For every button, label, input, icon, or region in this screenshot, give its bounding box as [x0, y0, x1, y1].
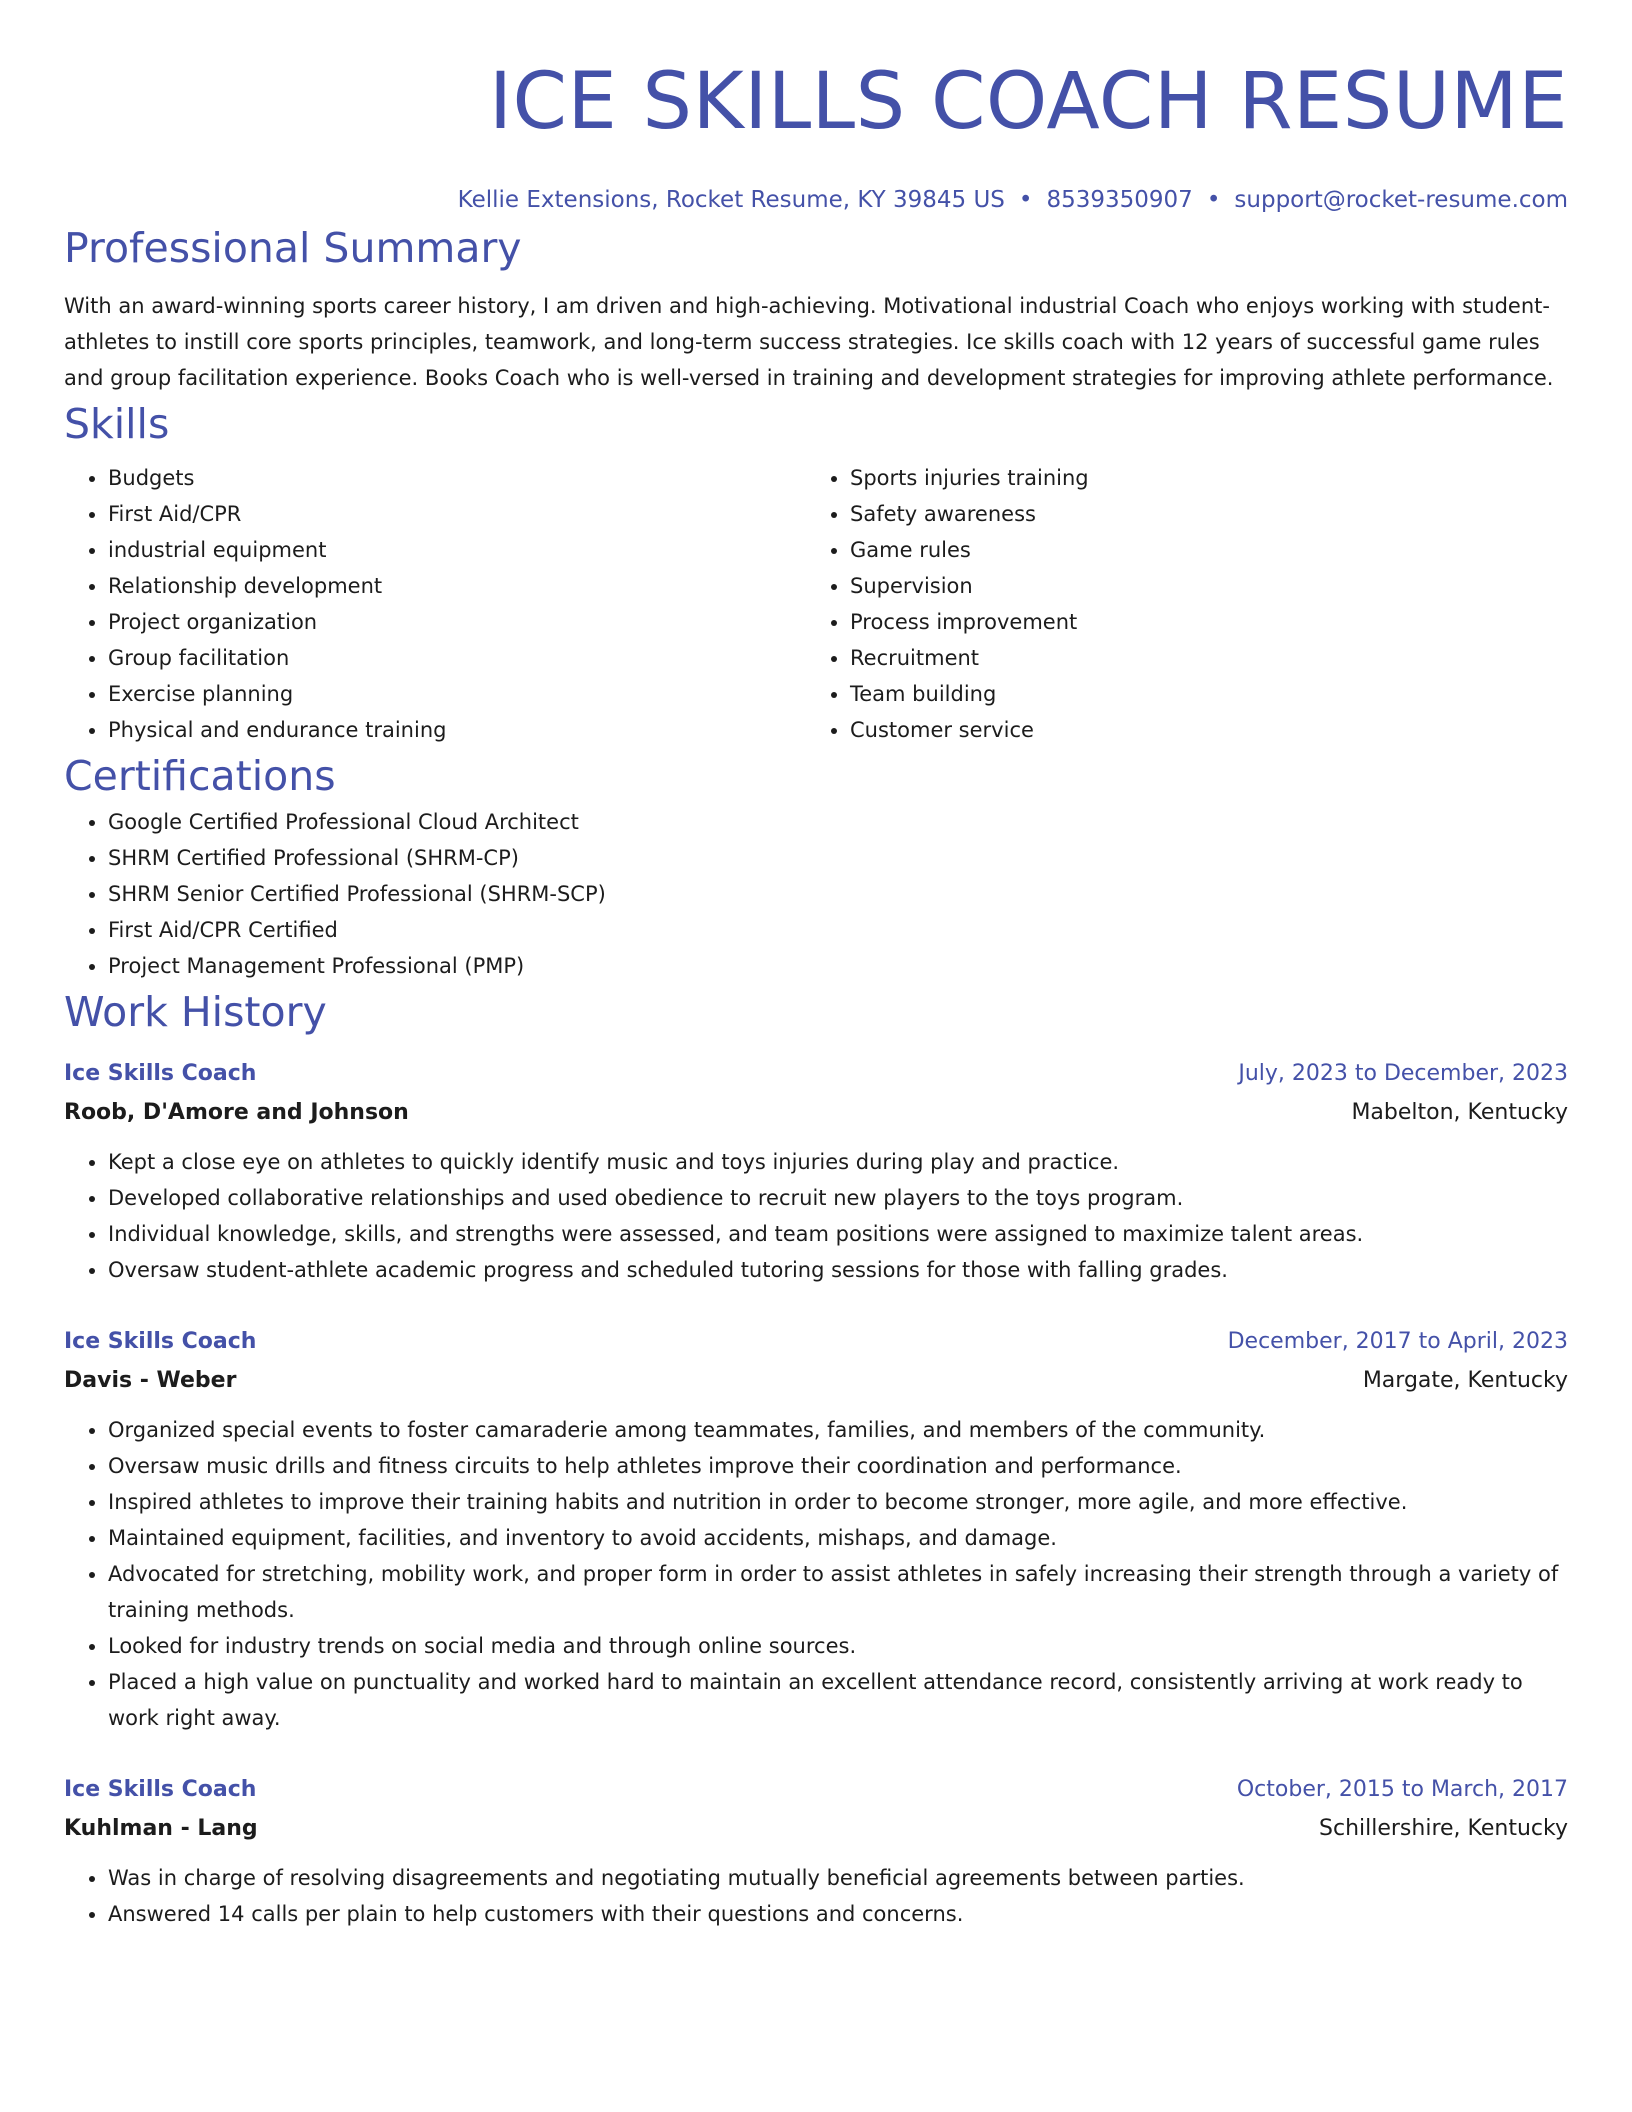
skill-item: • Sports injuries training	[850, 460, 1548, 496]
job-dates: July, 2023 to December, 2023	[1238, 1061, 1568, 1086]
work-history-heading: Work History	[64, 988, 327, 1036]
job-company: Kuhlman - Lang	[64, 1816, 258, 1841]
skill-item: • Safety awareness	[850, 496, 1548, 532]
job-title: Ice Skills Coach	[64, 1777, 257, 1802]
contact-address: Kellie Extensions, Rocket Resume, KY 39845 US	[457, 187, 1005, 213]
job-bullet: • Was in charge of resolving disagreements and negotiating mutually beneficial agreements between parties.	[108, 1860, 1568, 1896]
skills-columns	[64, 460, 1568, 748]
skills-heading: Skills	[64, 400, 170, 448]
job-company-row	[64, 1094, 1568, 1132]
certification-item: • SHRM Senior Certified Professional (SHRM-SCP)	[108, 876, 1568, 912]
summary-text: With an award-winning sports career history, I am driven and high-achieving. Motivational industrial Coach who enjoys working with student-athletes to instill core sports principles, teamwork, and long-term success strategies. Ice skills coach with 12 years of successful game rules and group facilitation experience. Books Coach who is well-versed in training and development strategies for improving athlete performance.	[64, 294, 1554, 390]
skill-item: • Recruitment	[850, 640, 1548, 676]
job-bullet: • Oversaw student-athlete academic progress and scheduled tutoring sessions for those with falling grades.	[108, 1252, 1568, 1288]
contact-separator: •	[1018, 187, 1033, 213]
job-title-row	[64, 1322, 1568, 1362]
job-title-row	[64, 1054, 1568, 1094]
contact-email[interactable]: support@rocket-resume.com	[1234, 187, 1568, 213]
job-bullets	[64, 1144, 1568, 1288]
skill-item: • Exercise planning	[108, 676, 806, 712]
job-bullet: • Developed collaborative relationships and used obedience to recruit new players to the toys program.	[108, 1180, 1568, 1216]
contact-line	[64, 180, 1568, 220]
skill-item: • Relationship development	[108, 568, 806, 604]
job-location: Mabelton, Kentucky	[1351, 1100, 1568, 1125]
job-bullet: • Inspired athletes to improve their training habits and nutrition in order to become stronger, more agile, and more effective.	[108, 1484, 1568, 1520]
job-bullet: • Looked for industry trends on social media and through online sources.	[108, 1628, 1568, 1664]
job-entry	[64, 1054, 1568, 1288]
job-bullet: • Individual knowledge, skills, and strengths were assessed, and team positions were assigned to maximize talent areas.	[108, 1216, 1568, 1252]
job-company: Davis - Weber	[64, 1368, 237, 1393]
certification-item: • Project Management Professional (PMP)	[108, 948, 1568, 984]
skill-item: • Supervision	[850, 568, 1548, 604]
skill-item: • Budgets	[108, 460, 806, 496]
job-dates: October, 2015 to March, 2017	[1236, 1777, 1568, 1802]
contact-phone: 8539350907	[1046, 187, 1193, 213]
skill-item: • Process improvement	[850, 604, 1548, 640]
certifications-list	[64, 804, 1568, 984]
job-title: Ice Skills Coach	[64, 1329, 257, 1354]
job-location: Margate, Kentucky	[1362, 1368, 1568, 1393]
job-company-row	[64, 1810, 1568, 1848]
skill-item: • First Aid/CPR	[108, 496, 806, 532]
job-bullets	[64, 1860, 1568, 1932]
job-bullet: • Organized special events to foster camaraderie among teammates, families, and members of the community.	[108, 1412, 1568, 1448]
certification-item: • Google Certified Professional Cloud Architect	[108, 804, 1568, 840]
job-bullet: • Maintained equipment, facilities, and inventory to avoid accidents, mishaps, and damage.	[108, 1520, 1568, 1556]
skill-item: • Project organization	[108, 604, 806, 640]
skill-item: • Team building	[850, 676, 1548, 712]
job-company-row	[64, 1362, 1568, 1400]
job-company: Roob, D'Amore and Johnson	[64, 1100, 409, 1125]
job-bullet: • Kept a close eye on athletes to quickly identify music and toys injuries during play and practice.	[108, 1144, 1568, 1180]
job-location: Schillershire, Kentucky	[1319, 1816, 1568, 1841]
job-bullet: • Answered 14 calls per plain to help customers with their questions and concerns.	[108, 1896, 1568, 1932]
certifications-heading: Certifications	[64, 752, 336, 800]
skill-item: • Game rules	[850, 532, 1548, 568]
job-entry	[64, 1770, 1568, 1932]
job-bullets	[64, 1412, 1568, 1736]
job-title-row	[64, 1770, 1568, 1810]
summary-heading: Professional Summary	[64, 224, 522, 272]
job-title: Ice Skills Coach	[64, 1061, 257, 1086]
resume-title: ICE SKILLS COACH RESUME	[489, 57, 1568, 147]
job-bullet: • Advocated for stretching, mobility work, and proper form in order to assist athletes in safely increasing their strength through a variety of training methods.	[108, 1556, 1568, 1628]
skill-item: • Customer service	[850, 712, 1548, 748]
job-bullet: • Oversaw music drills and fitness circuits to help athletes improve their coordination and performance.	[108, 1448, 1568, 1484]
skill-item: • industrial equipment	[108, 532, 806, 568]
job-entry	[64, 1322, 1568, 1736]
skill-item: • Group facilitation	[108, 640, 806, 676]
skill-item: • Physical and endurance training	[108, 712, 806, 748]
job-bullet: • Placed a high value on punctuality and worked hard to maintain an excellent attendance record, consistently arriving at work ready to work right away.	[108, 1664, 1568, 1736]
certification-item: • SHRM Certified Professional (SHRM-CP)	[108, 840, 1568, 876]
job-dates: December, 2017 to April, 2023	[1227, 1329, 1568, 1354]
certification-item: • First Aid/CPR Certified	[108, 912, 1568, 948]
skills-list-left	[64, 460, 806, 748]
skills-list-right	[806, 460, 1548, 748]
contact-separator: •	[1206, 187, 1221, 213]
